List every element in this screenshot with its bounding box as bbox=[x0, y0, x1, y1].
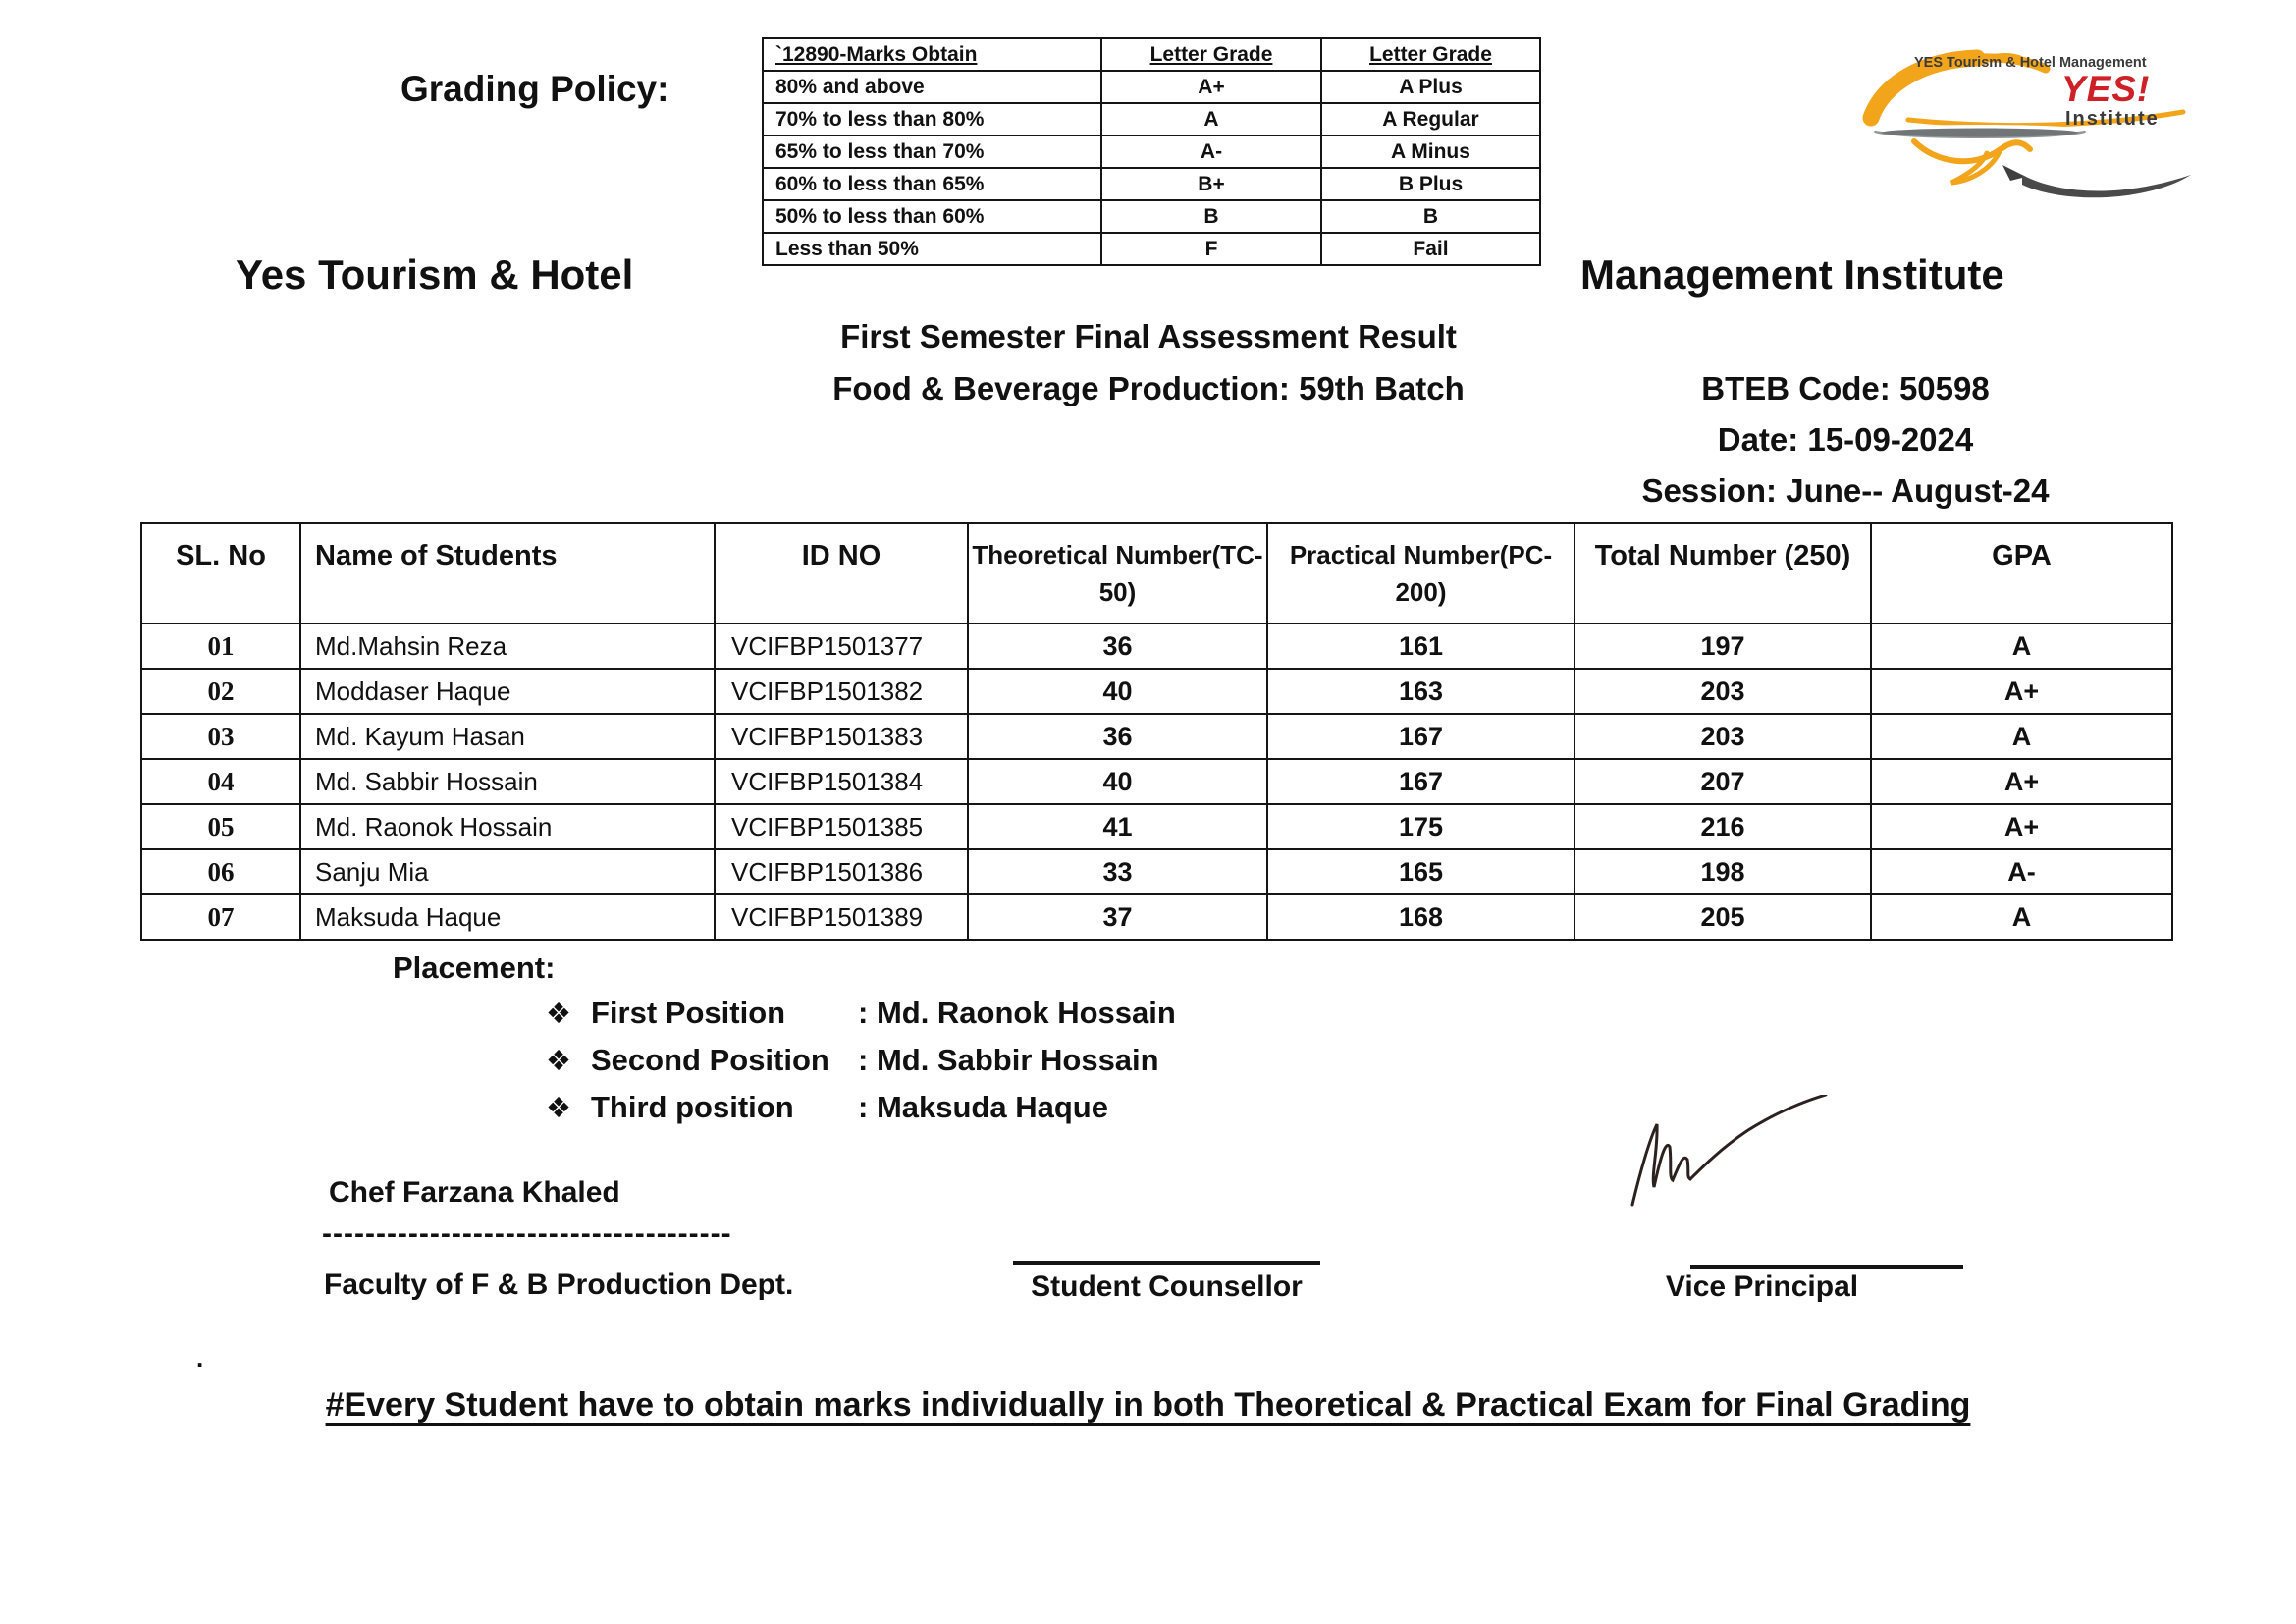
table-row: 06 Sanju Mia VCIFBP1501386 33 165 198 A- bbox=[141, 849, 2172, 894]
placement-title: Placement: bbox=[393, 950, 556, 985]
placement-name: Maksuda Haque bbox=[876, 1090, 1108, 1124]
table-row: 03 Md. Kayum Hasan VCIFBP1501383 36 167 203 A bbox=[141, 714, 2172, 759]
grading-row: 60% to less than 65% B+ B Plus bbox=[763, 168, 1540, 200]
logo-text-line1: YES Tourism & Hotel Management bbox=[1914, 55, 2147, 71]
placement-label: First Position bbox=[591, 996, 786, 1030]
logo-text-institute: Institute bbox=[2065, 108, 2160, 130]
info-block bbox=[1571, 363, 2120, 516]
header-name: Name of Students bbox=[300, 523, 715, 623]
placement-item-second bbox=[546, 1043, 1159, 1090]
faculty-dashed-line: -------------------------------------- bbox=[322, 1218, 732, 1250]
diamond-bullet-icon: ❖ bbox=[546, 1093, 571, 1124]
counsellor-title: Student Counsellor bbox=[1031, 1271, 1303, 1303]
principal-signature-line bbox=[1690, 1265, 1963, 1269]
placement-separator: : bbox=[858, 1043, 877, 1077]
grading-table-header-row bbox=[763, 38, 1540, 71]
header-total: Total Number (250) bbox=[1575, 523, 1871, 623]
placement-label: Third position bbox=[591, 1090, 794, 1124]
faculty-title: Faculty of F & B Production Dept. bbox=[324, 1269, 794, 1301]
session: Session: June-- August-24 bbox=[1641, 472, 2050, 509]
placement-item-third bbox=[546, 1090, 1108, 1137]
placement-item-first bbox=[546, 996, 1176, 1043]
subtitle-block bbox=[687, 310, 1610, 414]
diamond-bullet-icon: ❖ bbox=[546, 1046, 571, 1077]
diamond-bullet-icon: ❖ bbox=[546, 999, 571, 1030]
table-row: 07 Maksuda Haque VCIFBP1501389 37 168 205 A bbox=[141, 894, 2172, 940]
table-row: 02 Moddaser Haque VCIFBP1501382 40 163 203 A+ bbox=[141, 669, 2172, 714]
principal-title: Vice Principal bbox=[1665, 1271, 1859, 1303]
bteb-code: BTEB Code: 50598 bbox=[1701, 370, 1990, 406]
footnote: #Every Student have to obtain marks individually in both Theoretical & Practical Exam for Final Grading bbox=[325, 1386, 1971, 1424]
placement-separator: : bbox=[858, 1090, 877, 1124]
signature-scribble-icon bbox=[1625, 1095, 1890, 1213]
grading-row: 65% to less than 70% A- A Minus bbox=[763, 135, 1540, 168]
placement-name: Md. Sabbir Hossain bbox=[876, 1043, 1159, 1077]
stray-dot: . bbox=[196, 1343, 204, 1373]
header-gpa: GPA bbox=[1871, 523, 2172, 623]
org-name-right: Management Institute bbox=[1580, 251, 2004, 298]
subtitle-line1: First Semester Final Assessment Result bbox=[840, 318, 1457, 354]
grading-row: 50% to less than 60% B B bbox=[763, 200, 1540, 233]
results-table bbox=[140, 522, 2173, 941]
org-name-left: Yes Tourism & Hotel bbox=[236, 251, 634, 298]
result-date: Date: 15-09-2024 bbox=[1717, 421, 1974, 458]
grading-header-letter2: Letter Grade bbox=[1369, 42, 1492, 66]
grading-header-letter1: Letter Grade bbox=[1149, 42, 1273, 66]
header-theory: Theoretical Number(TC-50) bbox=[968, 523, 1267, 623]
placement-separator: : bbox=[858, 996, 877, 1030]
subtitle-line2: Food & Beverage Production: 59th Batch bbox=[832, 370, 1465, 406]
placement-name: Md. Raonok Hossain bbox=[876, 996, 1176, 1030]
logo-text-yes: YES! bbox=[2061, 69, 2151, 109]
counsellor-signature-line bbox=[1013, 1261, 1320, 1265]
faculty-name: Chef Farzana Khaled bbox=[329, 1176, 620, 1209]
results-header-row bbox=[141, 523, 2172, 623]
header-sl: SL. No bbox=[141, 523, 300, 623]
grading-policy-label: Grading Policy: bbox=[400, 69, 669, 109]
table-row: 01 Md.Mahsin Reza VCIFBP1501377 36 161 197 A bbox=[141, 623, 2172, 669]
table-row: 04 Md. Sabbir Hossain VCIFBP1501384 40 167 207 A+ bbox=[141, 759, 2172, 804]
institute-logo bbox=[1857, 47, 2196, 204]
grading-policy-table bbox=[762, 37, 1541, 266]
grading-row: 70% to less than 80% A A Regular bbox=[763, 103, 1540, 135]
grading-header-marks: `12890-Marks Obtain bbox=[775, 42, 978, 66]
grading-row: 80% and above A+ A Plus bbox=[763, 71, 1540, 103]
placement-label: Second Position bbox=[591, 1043, 829, 1077]
grading-row: Less than 50% F Fail bbox=[763, 233, 1540, 265]
header-practical: Practical Number(PC-200) bbox=[1267, 523, 1575, 623]
header-id: ID NO bbox=[715, 523, 968, 623]
table-row: 05 Md. Raonok Hossain VCIFBP1501385 41 175 216 A+ bbox=[141, 804, 2172, 849]
